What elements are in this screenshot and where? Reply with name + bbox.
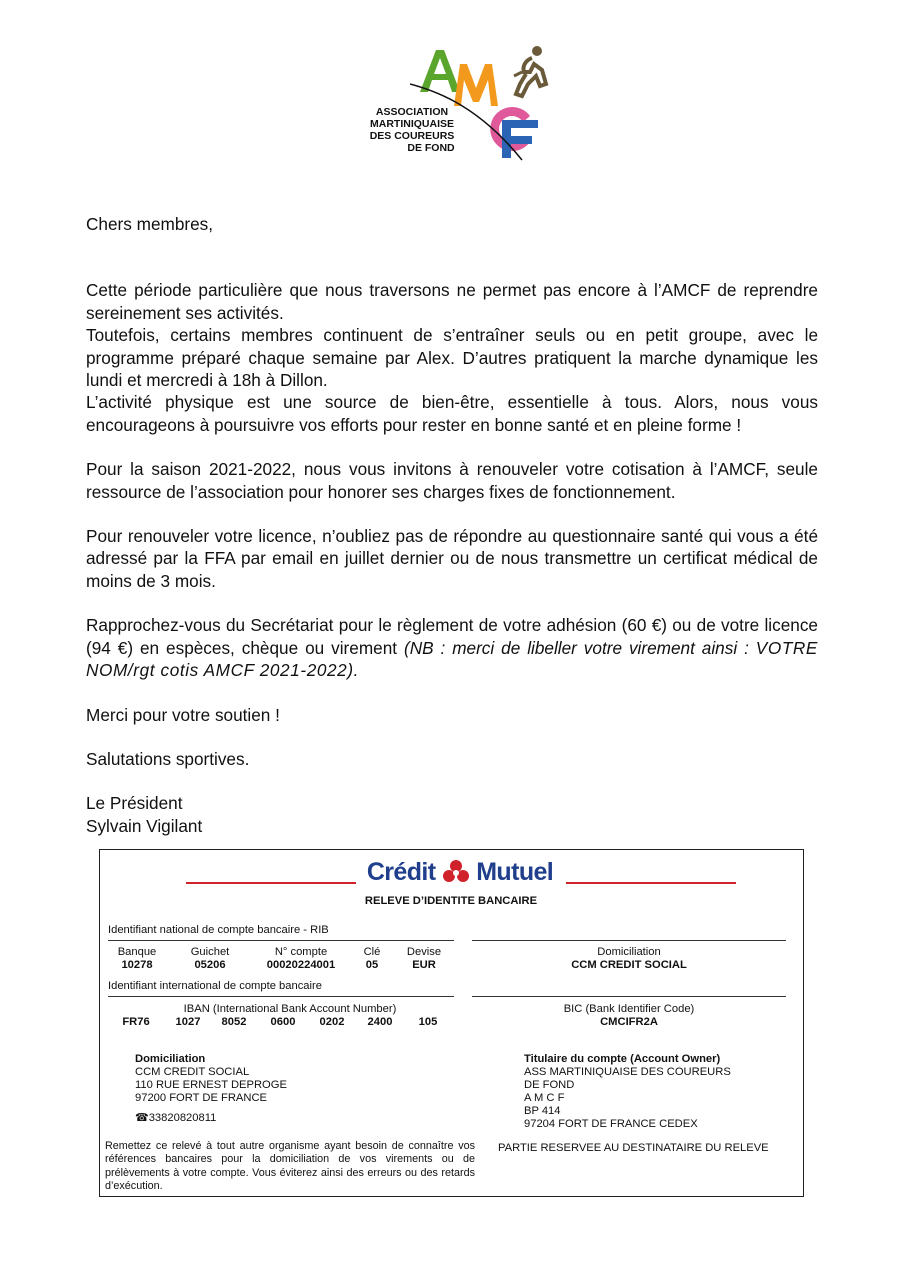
branch-phone — [135, 1111, 216, 1124]
owner-title: Titulaire du compte (Account Owner) — [524, 1053, 721, 1065]
paragraph-3: Pour renouveler votre licence, n’oubliez pas de répondre au questionnaire santé qui vous a été adressé par la FFA par email en juillet dernier ou de nous transmettre un certificat médical de moins de 3 mois. — [86, 526, 818, 591]
owner-line-1: ASS MARTINIQUAISE DES COUREURS — [524, 1066, 731, 1078]
rib-notice: Remettez ce relevé à tout autre organisme ayant besoin de connaître vos références bancaires pour la domiciliation de vos virements ou de prélèvements à votre compte. Vous éviterez ainsi des erreurs ou des retards d’exécution. — [105, 1140, 475, 1192]
bank-rule-right — [566, 882, 736, 884]
header-compte: N° compte — [274, 946, 328, 958]
header-cle: Clé — [363, 946, 381, 958]
owner-line-3: A M C F — [524, 1092, 565, 1104]
logo-line-3: DES COUREURS — [369, 130, 455, 142]
recipient-reserved: PARTIE RESERVEE AU DESTINATAIRE DU RELEVE — [498, 1142, 769, 1154]
value-banque: 10278 — [121, 959, 153, 971]
header-banque: Banque — [117, 946, 157, 958]
value-devise: EUR — [412, 959, 436, 971]
paragraph-4 — [86, 614, 818, 681]
header-devise: Devise — [406, 946, 442, 958]
branch-line-2: 110 RUE ERNEST DEPROGE — [135, 1079, 287, 1091]
iban-part-5: 0202 — [319, 1016, 345, 1028]
owner-line-5: 97204 FORT DE FRANCE CEDEX — [524, 1118, 698, 1130]
closing-line: Salutations sportives. — [86, 748, 250, 769]
rib-title: RELEVE D’IDENTITE BANCAIRE — [364, 895, 538, 907]
phone-icon: ☎ — [135, 1112, 149, 1124]
bic-value: CMCIFR2A — [600, 1016, 658, 1028]
logo-caption — [352, 106, 472, 154]
logo-line-2: MARTINIQUAISE — [370, 118, 454, 130]
iban-part-1: FR76 — [122, 1016, 150, 1028]
paragraph-2: Pour la saison 2021-2022, nous vous invitons à renouveler votre cotisation à l’AMCF, seule ressource de l’association pour honorer ses charges fixes de fonctionnement. — [86, 459, 818, 502]
rib-intl-label: Identifiant international de compte bancaire — [108, 980, 322, 992]
bic-label: BIC (Bank Identifier Code) — [563, 1003, 695, 1015]
domiciliation-label: Domiciliation — [597, 946, 661, 958]
bank-emblem-icon — [442, 859, 470, 883]
value-compte: 00020224001 — [266, 959, 336, 971]
iban-part-4: 0600 — [270, 1016, 296, 1028]
rib-divider-1 — [108, 940, 454, 941]
rib-divider-2 — [472, 940, 786, 941]
paragraph-1-line-1: Cette période particulière que nous traversons ne permet pas encore à l’AMCF de reprendre sereinement ses activités. — [86, 280, 818, 323]
branch-line-1: CCM CREDIT SOCIAL — [135, 1066, 250, 1078]
logo-line-4: DE FOND — [407, 142, 455, 154]
letter-body — [86, 213, 818, 837]
logo-line-1: ASSOCIATION — [375, 106, 449, 118]
bank-rule-left — [186, 882, 356, 884]
paragraph-1-line-2: Toutefois, certains membres continuent de s’entraîner seuls ou en petit groupe, avec le programme préparé chaque semaine par Alex. D’autres pratiquent la marche dynamique les lundi et mercredi à 18h à Dillon. — [86, 325, 818, 391]
amcf-logo — [352, 44, 552, 162]
iban-part-6: 2400 — [367, 1016, 393, 1028]
greeting: Chers membres, — [86, 214, 214, 234]
signature-name: Sylvain Vigilant — [86, 815, 203, 836]
owner-line-2: DE FOND — [524, 1079, 575, 1091]
header-guichet: Guichet — [190, 946, 230, 958]
rib-box — [99, 849, 804, 1197]
rib-divider-4 — [472, 996, 786, 997]
owner-line-4: BP 414 — [524, 1105, 561, 1117]
thanks-line: Merci pour votre soutien ! — [86, 704, 280, 725]
branch-title: Domiciliation — [135, 1053, 206, 1065]
bank-name-part-1: Crédit — [366, 858, 436, 886]
rib-divider-3 — [108, 996, 454, 997]
signature-title: Le Président — [86, 793, 183, 814]
paragraph-4-note: (NB : merci de libeller votre virement ainsi : — [403, 637, 756, 658]
bank-name-part-2: Mutuel — [476, 858, 554, 886]
domiciliation-value: CCM CREDIT SOCIAL — [571, 959, 687, 971]
paragraph-1-line-3: L’activité physique est une source de bien-être, essentielle à tous. Alors, nous vous encourageons à poursuivre vos efforts pour rester en bonne santé et en pleine forme ! — [86, 392, 818, 435]
paragraph-4-main: Rapprochez-vous du Secrétariat pour le règlement de votre adhésion (60 €) ou de votre licence (94 €) en espèces, chèque ou virement — [86, 615, 818, 658]
paragraph-4-reference: VOTRE NOM/rgt cotis AMCF 2021-2022). — [86, 637, 818, 681]
iban-label: IBAN (International Bank Account Number) — [183, 1003, 397, 1015]
iban-part-3: 8052 — [221, 1016, 247, 1028]
iban-part-2: 1027 — [175, 1016, 201, 1028]
value-guichet: 05206 — [194, 959, 226, 971]
branch-phone-number: 33820820811 — [148, 1112, 217, 1124]
value-cle: 05 — [365, 959, 379, 971]
branch-line-3: 97200 FORT DE FRANCE — [135, 1092, 268, 1104]
bank-logo — [355, 858, 565, 887]
iban-part-7: 105 — [418, 1016, 438, 1028]
rib-national-label: Identifiant national de compte bancaire - RIB — [108, 924, 329, 936]
